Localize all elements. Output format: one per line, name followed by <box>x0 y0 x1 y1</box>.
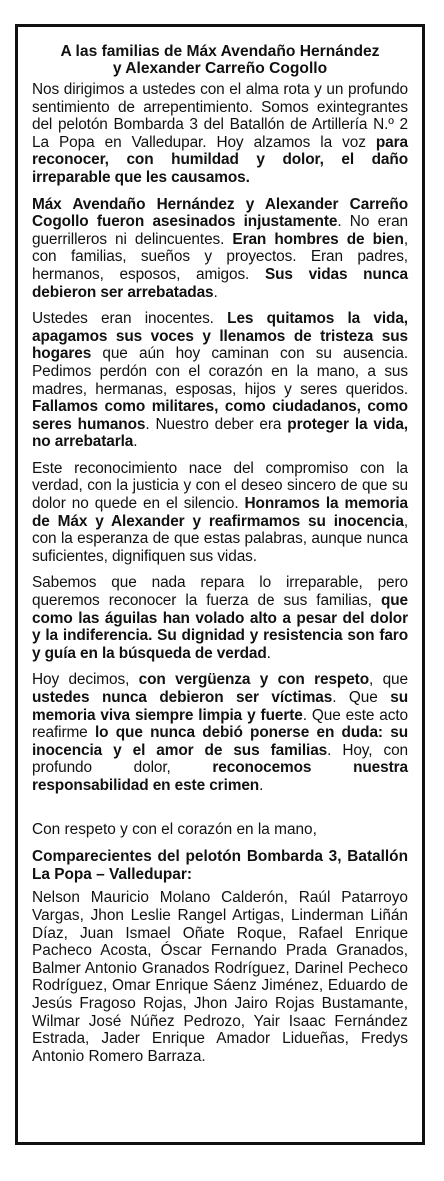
letter-frame <box>15 24 425 1145</box>
closing-line: Con respeto y con el corazón en la mano, <box>32 820 317 838</box>
body-text: . No eran guerrilleros ni delincuentes. <box>32 213 408 248</box>
letter-title <box>32 43 408 77</box>
body-text: . <box>133 433 138 451</box>
title-line-1: A las familias de Máx Avendaño Hernández <box>60 43 380 60</box>
body-text: Sabemos que nada repara lo irreparable, pero queremos reconocer la fuerza de sus familias, <box>32 574 408 610</box>
body-text: . <box>266 644 271 662</box>
letter-body <box>32 81 408 795</box>
body-text: , que <box>369 671 408 689</box>
body-text: , con familias, sueños y proyectos. Eran padres, hermanos, esposos, amigos. <box>32 230 408 283</box>
body-text: . Que este acto reafirme <box>32 706 408 742</box>
body-text: que aún hoy caminan con su ausencia. Pedimos perdón con el corazón en la mano, a sus madres, hermanas, esposas, hijos y seres queridos. <box>32 345 408 398</box>
bold-text: Eran hombres de bien <box>232 230 404 248</box>
bold-text: reconocemos nuestra responsabilidad en este crimen <box>32 759 408 794</box>
bold-text: Fallamos como militares, como ciudadanos, como seres humanos <box>32 398 408 433</box>
bold-text: para reconocer, con humildad y dolor, el daño irreparable que les causamos. <box>32 133 408 186</box>
body-text: Este reconocimiento nace del compromiso con la verdad, con la justicia y con el deseo sincero de que su dolor no quede en el silencio. <box>32 459 408 513</box>
body-paragraph <box>32 671 408 794</box>
body-paragraph <box>32 310 408 451</box>
bold-text: proteger la vida, no arrebatarla <box>32 415 408 451</box>
bold-text: con vergüenza y con respeto <box>138 671 370 689</box>
signers-heading: Comparecientes del pelotón Bombarda 3, Batallón La Popa – Valledupar: <box>32 848 408 883</box>
bold-text: lo que nunca debió ponerse en duda: su inocencia y el amor de sus familias <box>32 724 409 759</box>
body-paragraph <box>32 81 408 187</box>
body-text: Nos dirigimos a ustedes con el alma rota y un profundo sentimiento de arrepentimiento. Somos exintegrantes del pelotón Bombarda 3 del Batallón de Artillería N.º 2 La Popa en Valledupar. Hoy alzamos la voz <box>32 81 408 151</box>
body-text: . <box>213 283 218 301</box>
bold-text: Sus vidas nunca debieron ser arrebatadas <box>32 265 408 301</box>
body-paragraph <box>32 460 408 566</box>
body-text: . Hoy, con profundo dolor, <box>32 741 408 777</box>
title-line-2: y Alexander Carreño Cogollo <box>112 60 328 77</box>
bold-text: su memoria viva siempre limpia y fuerte <box>32 689 408 724</box>
bold-text: Máx Avendaño Hernández y Alexander Carreño Cogollo fueron asesinados injustamente <box>32 195 408 231</box>
signers-list: Nelson Mauricio Molano Calderón, Raúl Patarroyo Vargas, Jhon Leslie Rangel Artigas, Linderman Liñán Díaz, Juan Ismael Oñate Roque, Rafael Enrique Pacheco Acosta, Óscar Fernando Prada Granados, Balmer Antonio Granados Rodríguez, Darinel Pecheco Rodríguez, Omar Enrique Sáenz Jiménez, Eduardo de Jesús Fragoso Rojas, Jhon Jairo Rojas Bustamante, Wilmar José Núñez Pedrozo, Yair Isaac Fernández Estrada, Jader Enrique Amador Lidueñas, Fredys Antonio Romero Barraza. <box>32 889 408 1065</box>
body-text: . Que <box>332 689 391 706</box>
bold-text: que como las águilas han volado alto a pesar del dolor y la indiferencia. Su dignidad y resistencia son faro y guía en la búsqueda de verdad <box>32 592 408 662</box>
bold-text: Honramos la memoria de Máx y Alexander y reafirmamos su inocencia <box>32 495 408 530</box>
body-text: . <box>259 776 264 794</box>
body-text: , con la esperanza de que estas palabras, aunque nunca suficientes, dignifiquen sus vidas. <box>32 512 408 565</box>
bold-text: ustedes nunca debieron ser víctimas <box>32 689 333 706</box>
body-text: Hoy decimos, <box>32 671 139 689</box>
body-text: . Nuestro deber era <box>145 415 288 433</box>
bold-text: Les quitamos la vida, apagamos sus voces y llenamos de tristeza sus hogares <box>32 310 408 363</box>
body-text: Ustedes eran inocentes. <box>32 310 228 328</box>
body-paragraph <box>32 196 408 302</box>
body-paragraph <box>32 574 408 662</box>
